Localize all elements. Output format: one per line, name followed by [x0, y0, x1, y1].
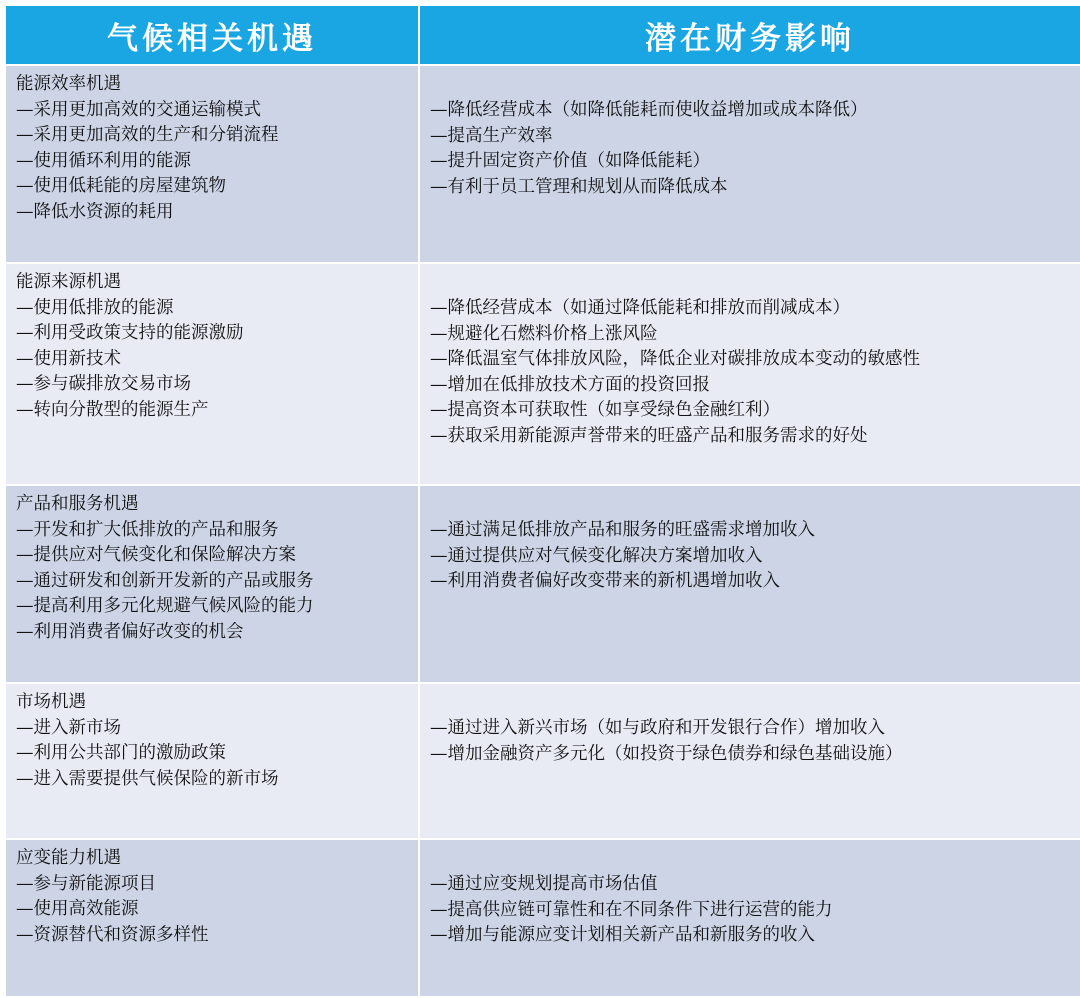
impact-item: —利用消费者偏好改变带来的新机遇增加收入 [430, 571, 780, 592]
opportunity-item: —参与碳排放交易市场 [16, 374, 191, 395]
opportunity-item: —进入需要提供气候保险的新市场 [16, 768, 279, 789]
opportunity-item: —资源替代和资源多样性 [16, 924, 209, 945]
table-row [5, 485, 1080, 683]
opportunity-item: —提供应对气候变化和保险解决方案 [16, 545, 296, 566]
opportunity-item: —进入新市场 [16, 717, 121, 738]
impact-item: —通过满足低排放产品和服务的旺盛需求增加收入 [430, 520, 815, 540]
impact-item: —提升固定资产价值（如降低能耗） [430, 151, 710, 172]
impact-item: —获取采用新能源声誉带来的旺盛产品和服务需求的好处 [430, 425, 868, 446]
opportunity-item: —利用受政策支持的能源激励 [16, 323, 244, 344]
table-row [5, 683, 1080, 839]
table-row [5, 65, 1080, 263]
opportunity-item: —转向分散型的能源生产 [16, 399, 209, 420]
impact-item: —增加在低排放技术方面的投资回报 [430, 374, 710, 395]
header-financial-impact: 潜在财务影响 [419, 5, 1080, 65]
header-opportunities: 气候相关机遇 [5, 5, 419, 65]
opportunity-item: —采用更加高效的交通运输模式 [16, 99, 261, 120]
impact-item: —增加与能源应变计划相关新产品和新服务的收入 [430, 925, 815, 946]
opportunity-item: —降低水资源的耗用 [16, 201, 174, 222]
opportunity-item: —采用更加高效的生产和分销流程 [16, 125, 279, 146]
impact-item: —增加金融资产多元化（如投资于绿色债券和绿色基础设施） [430, 743, 903, 764]
impact-item: —通过进入新兴市场（如与政府和开发银行合作）增加收入 [430, 718, 885, 738]
impact-item: —通过应变规划提高市场估值 [430, 874, 658, 894]
opportunity-item: —使用低耗能的房屋建筑物 [16, 176, 226, 197]
opportunity-title: 能源效率机遇 [16, 74, 121, 94]
table-row [5, 839, 1080, 997]
table-row [5, 263, 1080, 485]
impact-item: —提高供应链可靠性和在不同条件下进行运营的能力 [430, 899, 833, 920]
impact-cell [419, 485, 1080, 683]
impact-cell [419, 263, 1080, 485]
opportunity-item: —开发和扩大低排放的产品和服务 [16, 519, 279, 540]
opportunity-title: 产品和服务机遇 [16, 494, 139, 514]
opportunity-title: 能源来源机遇 [16, 272, 121, 292]
impact-item: —降低经营成本（如通过降低能耗和排放而削减成本） [430, 298, 850, 318]
opportunity-title: 市场机遇 [16, 692, 86, 712]
impact-cell [419, 65, 1080, 263]
opportunity-item: —参与新能源项目 [16, 873, 156, 894]
opportunity-cell [5, 263, 419, 485]
opportunity-cell [5, 683, 419, 839]
opportunity-item: —提高利用多元化规避气候风险的能力 [16, 596, 314, 617]
opportunity-item: —利用消费者偏好改变的机会 [16, 621, 244, 642]
opportunity-item: —使用低排放的能源 [16, 297, 174, 318]
impact-cell [419, 683, 1080, 839]
opportunity-cell [5, 485, 419, 683]
table-header-row [5, 5, 1080, 65]
impact-item: —通过提供应对气候变化解决方案增加收入 [430, 545, 763, 566]
opportunity-cell [5, 65, 419, 263]
impact-item: —提高生产效率 [430, 125, 553, 146]
impact-item: —降低经营成本（如降低能耗而使收益增加或成本降低） [430, 100, 868, 120]
impact-cell [419, 839, 1080, 997]
opportunity-item: —使用循环利用的能源 [16, 150, 191, 171]
opportunity-item: —使用新技术 [16, 348, 121, 369]
impact-item: —提高资本可获取性（如享受绿色金融红利） [430, 400, 780, 421]
impact-item: —规避化石燃料价格上涨风险 [430, 323, 658, 344]
opportunity-item: —通过研发和创新开发新的产品或服务 [16, 570, 314, 591]
opportunity-title: 应变能力机遇 [16, 848, 121, 868]
opportunity-item: —利用公共部门的激励政策 [16, 743, 226, 764]
opportunity-cell [5, 839, 419, 997]
opportunity-item: —使用高效能源 [16, 899, 139, 920]
impact-item: —有利于员工管理和规划从而降低成本 [430, 176, 728, 197]
impact-item: —降低温室气体排放风险，降低企业对碳排放成本变动的敏感性 [430, 349, 920, 370]
